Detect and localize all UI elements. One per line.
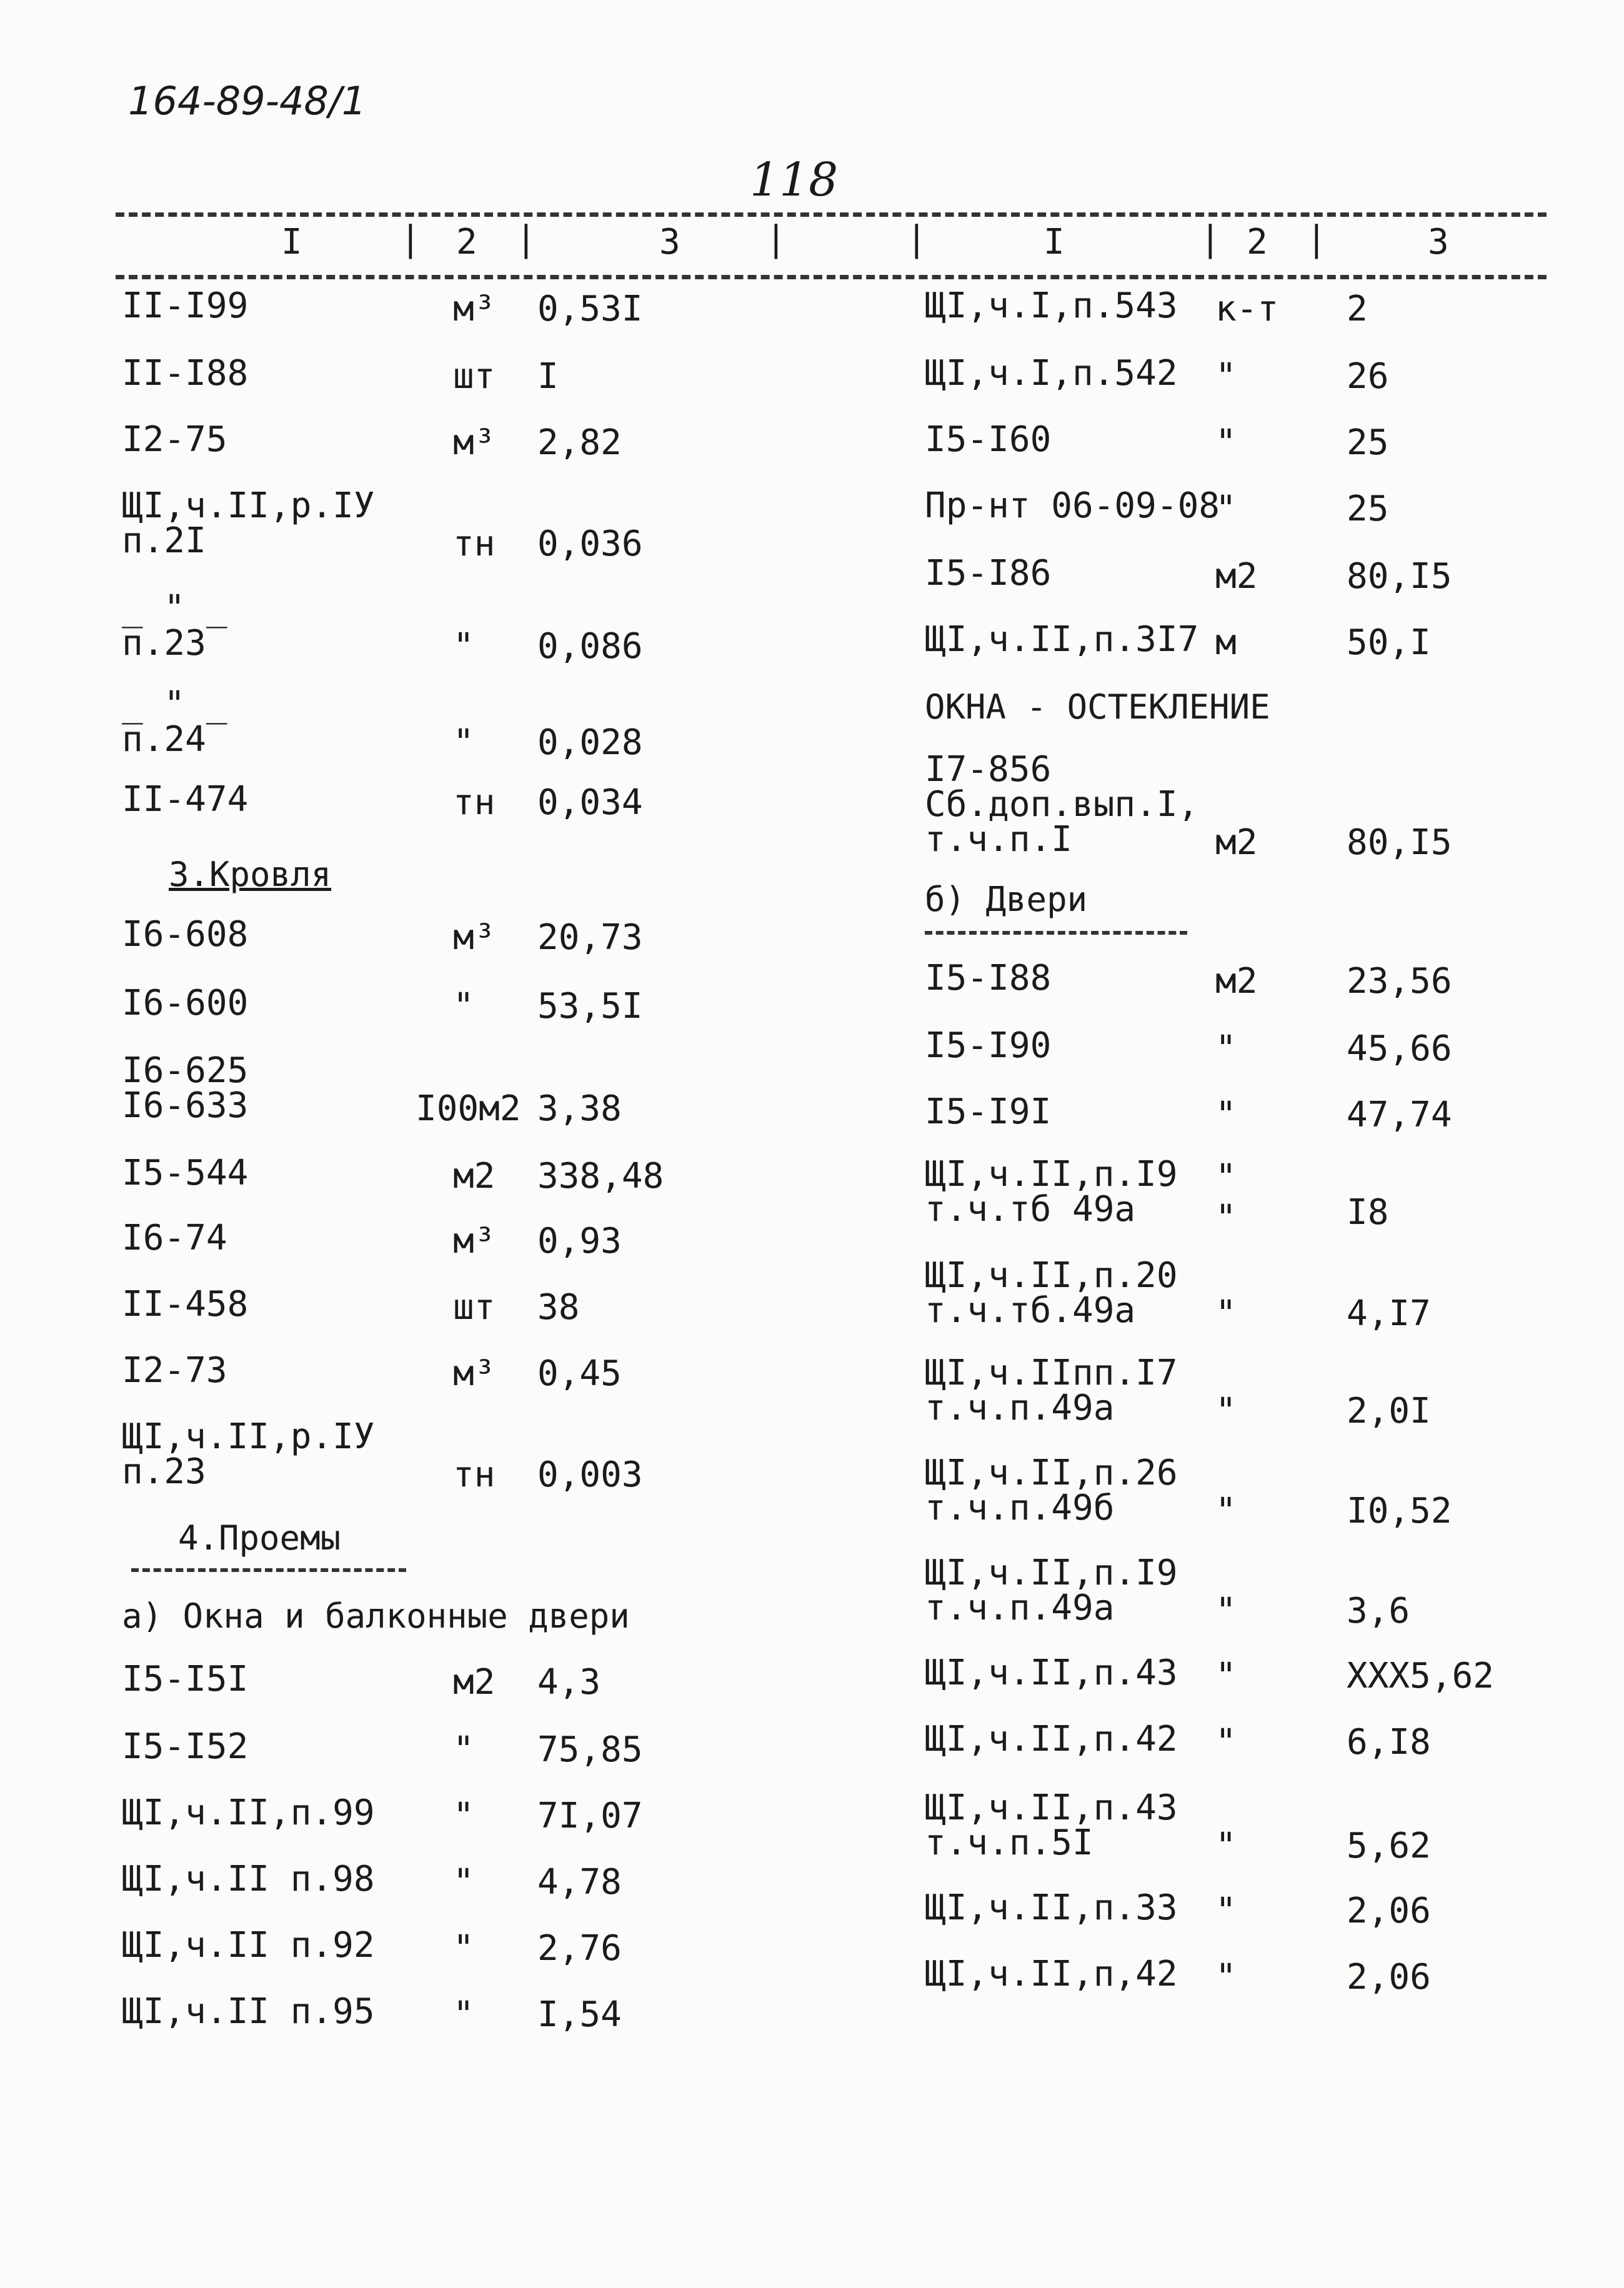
quantity: 3,6: [1347, 1591, 1410, 1631]
quantity: 80,I5: [1347, 556, 1452, 597]
quantity: 20,73: [537, 917, 643, 958]
unit: ": [1215, 1722, 1237, 1763]
reference-code: I6-600: [122, 983, 249, 1023]
reference-code: ЩI,ч.II,п,42: [925, 1954, 1178, 1994]
header-left-col3: 3: [659, 222, 680, 262]
unit: м³: [453, 422, 496, 463]
quantity: 6,I8: [1347, 1722, 1431, 1763]
quantity: XXX5,62: [1347, 1656, 1495, 1696]
quantity: 4,3: [537, 1662, 601, 1703]
section-rule: [131, 1568, 406, 1572]
quantity: 0,53I: [537, 289, 643, 329]
reference-code: ЩI,ч.II,п.99: [122, 1793, 375, 1833]
unit: ": [1215, 422, 1237, 463]
quantity: 338,48: [537, 1156, 664, 1196]
quantity: 80,I5: [1347, 822, 1452, 863]
reference-code: I5-I5I: [122, 1659, 249, 1699]
quantity: 2,06: [1347, 1957, 1431, 1997]
quantity: 2: [1347, 289, 1368, 329]
unit: ": [1215, 1826, 1237, 1866]
reference-code: ЩI,ч.II,п.43: [925, 1653, 1178, 1693]
header-divider: |: [906, 219, 927, 259]
reference-code: ЩI,ч.II п.98: [122, 1859, 375, 1899]
unit: м³: [453, 1353, 496, 1394]
reference-code: ЩI,ч.II п.92: [122, 1925, 375, 1966]
unit: ": [1215, 1293, 1237, 1334]
reference-code: I7-856 Сб.доп.вып.I, т.ч.п.I: [925, 749, 1199, 860]
reference-code: ЩI,ч.II,п.I9 т.ч.п.49а: [925, 1553, 1178, 1628]
unit: м: [1215, 622, 1237, 663]
quantity: 4,78: [537, 1862, 622, 1903]
quantity: 38: [537, 1287, 580, 1328]
unit: тн: [453, 782, 496, 823]
reference-code: I5-I90: [925, 1025, 1052, 1066]
quantity: 26: [1347, 356, 1389, 397]
reference-code: I5-I88: [925, 958, 1052, 998]
reference-code: ЩI,ч.I,п.542: [925, 353, 1178, 394]
unit: ": [453, 722, 474, 763]
reference-code: ЩI,ч.IIпп.I7 т.ч.п.49а: [925, 1353, 1178, 1428]
unit: " ": [1215, 1157, 1237, 1238]
unit: ": [1215, 1095, 1237, 1135]
quantity: 0,036: [537, 524, 643, 564]
unit: ": [453, 1796, 474, 1836]
quantity: 2,76: [537, 1928, 622, 1969]
quantity: 0,45: [537, 1353, 622, 1394]
header-divider: |: [516, 219, 537, 259]
reference-code: Пр-нт 06-09-08: [925, 485, 1220, 526]
unit: к-т: [1215, 289, 1279, 329]
unit: м³: [453, 917, 496, 958]
quantity: 0,034: [537, 782, 643, 823]
header-divider: |: [1200, 219, 1221, 259]
reference-code: I5-I9I: [925, 1092, 1052, 1132]
header-top-rule: [116, 212, 1547, 217]
unit: м2: [453, 1156, 496, 1196]
unit: ": [1215, 1491, 1237, 1531]
page-number: 118: [750, 153, 839, 207]
reference-code: I6-608: [122, 914, 249, 955]
quantity: 0,003: [537, 1455, 643, 1495]
quantity: 47,74: [1347, 1095, 1452, 1135]
unit: ": [453, 986, 474, 1027]
header-divider: |: [400, 219, 421, 259]
section-title-glazing: ОКНА - ОСТЕКЛЕНИЕ: [925, 687, 1270, 727]
reference-code: I6-625 I6-633: [122, 1050, 249, 1126]
quantity: 75,85: [537, 1729, 643, 1770]
unit: м2: [453, 1662, 496, 1703]
quantity: 3,38: [537, 1088, 622, 1129]
reference-code: ЩI,ч.II п.95: [122, 1991, 375, 2032]
reference-code: I5-I52: [122, 1726, 249, 1767]
unit: шт: [453, 1287, 496, 1328]
reference-code: I6-74: [122, 1218, 227, 1258]
reference-code: II-I88: [122, 353, 249, 394]
unit: м³: [453, 1221, 496, 1261]
header-divider: |: [765, 219, 787, 259]
header-bottom-rule: [116, 275, 1547, 279]
section-title-windows: а) Окна и балконные двери: [122, 1596, 630, 1636]
reference-code: _ " _ п.24: [122, 684, 227, 760]
unit: ": [1215, 1891, 1237, 1931]
header-right-col3: 3: [1428, 222, 1449, 262]
unit: шт: [453, 356, 496, 397]
unit: ": [453, 1994, 474, 2035]
quantity: 53,5I: [537, 986, 643, 1027]
reference-code: ЩI,ч.II,п.I9 т.ч.тб 49а: [925, 1154, 1178, 1230]
unit: тн: [453, 524, 496, 564]
header-right-col2: 2: [1247, 222, 1268, 262]
unit: м2: [1215, 822, 1258, 863]
quantity: 0,086: [537, 626, 643, 667]
quantity: 25: [1347, 422, 1389, 463]
unit: ": [453, 626, 474, 667]
reference-code: II-458: [122, 1284, 249, 1325]
section-title-openings: 4.Проемы: [178, 1518, 341, 1558]
reference-code: ЩI,ч.II,р.IУ п.23: [122, 1416, 375, 1492]
quantity: 7I,07: [537, 1796, 643, 1836]
quantity: I: [537, 356, 559, 397]
reference-code: ЩI,ч.II,п.3I7: [925, 619, 1199, 660]
unit: ": [1215, 1028, 1237, 1069]
header-left-col2: 2: [456, 222, 477, 262]
unit: тн: [453, 1455, 496, 1495]
unit: ": [1215, 489, 1237, 529]
unit: м2: [1215, 556, 1258, 597]
unit: ": [1215, 1957, 1237, 1997]
reference-code: ЩI,ч.II,п.26 т.ч.п.49б: [925, 1453, 1178, 1528]
quantity: 4,I7: [1347, 1293, 1431, 1334]
reference-code: ЩI,ч.II,п.42: [925, 1719, 1178, 1759]
reference-code: ЩI,ч.II,р.IУ п.2I: [122, 485, 375, 561]
doc-code: 164-89-48/1: [128, 78, 367, 124]
reference-code: I5-I86: [925, 553, 1052, 594]
quantity: 2,82: [537, 422, 622, 463]
section-title-doors: б) Двери: [925, 880, 1088, 919]
reference-code: I5-544: [122, 1153, 249, 1193]
quantity: 2,06: [1347, 1891, 1431, 1931]
unit: ": [1215, 1656, 1237, 1696]
section-rule: [925, 931, 1187, 935]
quantity: 45,66: [1347, 1028, 1452, 1069]
unit: I00м2: [416, 1088, 521, 1129]
quantity: 25: [1347, 489, 1389, 529]
unit: ": [453, 1928, 474, 1969]
reference-code: ЩI,ч.II,п.33: [925, 1888, 1178, 1928]
quantity: 0,028: [537, 722, 643, 763]
quantity: 2,0I: [1347, 1391, 1431, 1431]
unit: ": [1215, 1391, 1237, 1431]
quantity: I8: [1347, 1192, 1389, 1233]
quantity: I0,52: [1347, 1491, 1452, 1531]
reference-code: ЩI,ч.II,п.20 т.ч.тб.49а: [925, 1255, 1178, 1331]
header-right-col1: I: [1044, 222, 1065, 262]
quantity: I,54: [537, 1994, 622, 2035]
reference-code: ЩI,ч.II,п.43 т.ч.п.5I: [925, 1788, 1178, 1863]
reference-code: I5-I60: [925, 419, 1052, 460]
unit: ": [453, 1729, 474, 1770]
quantity: 5,62: [1347, 1826, 1431, 1866]
reference-code: ЩI,ч.I,п.543: [925, 286, 1178, 326]
quantity: 50,I: [1347, 622, 1431, 663]
unit: м³: [453, 289, 496, 329]
header-divider: |: [1306, 219, 1327, 259]
unit: ": [453, 1862, 474, 1903]
quantity: 0,93: [537, 1221, 622, 1261]
section-title-roof: 3.Кровля: [169, 855, 332, 894]
reference-code: _ " _ п.23: [122, 588, 227, 664]
unit: м2: [1215, 961, 1258, 1002]
reference-code: I2-73: [122, 1350, 227, 1391]
reference-code: II-474: [122, 779, 249, 820]
unit: ": [1215, 356, 1237, 397]
reference-code: II-I99: [122, 286, 249, 326]
reference-code: I2-75: [122, 419, 227, 460]
quantity: 23,56: [1347, 961, 1452, 1002]
header-left-col1: I: [281, 222, 302, 262]
unit: ": [1215, 1591, 1237, 1631]
